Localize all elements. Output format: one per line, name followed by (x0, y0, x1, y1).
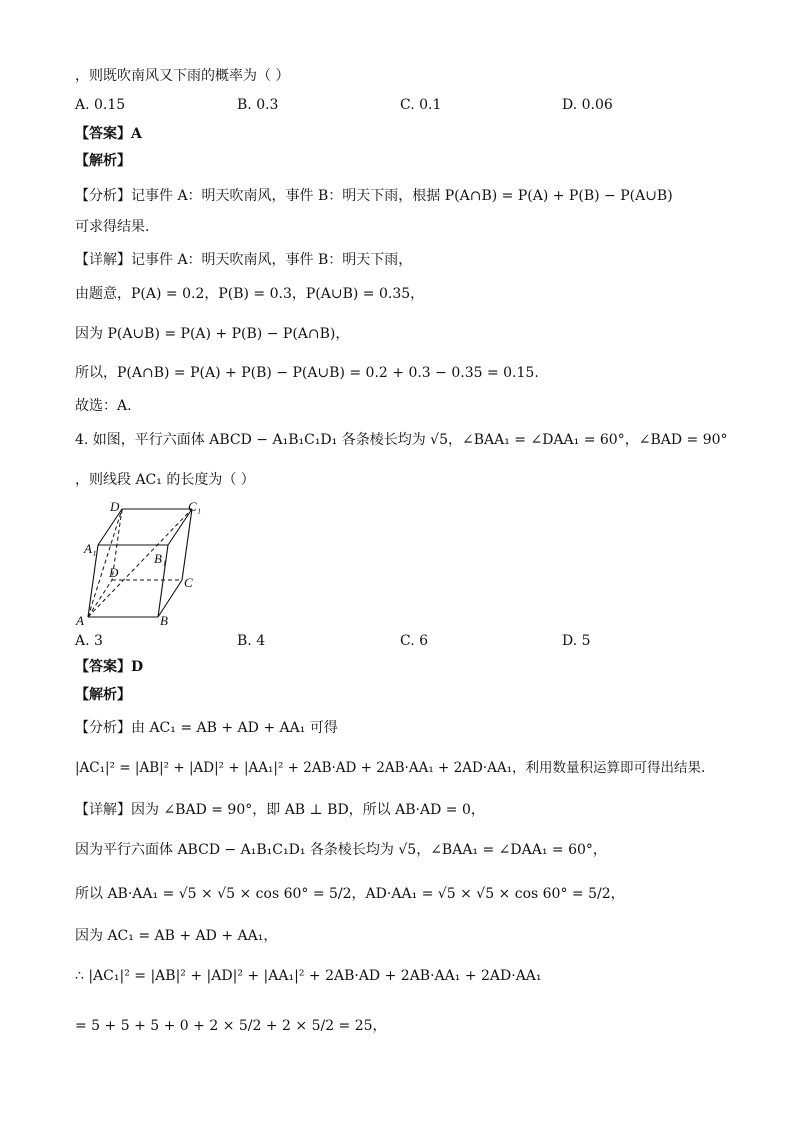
parallelepiped-figure (72, 497, 212, 629)
q3-fenxi-1: 【分析】记事件 A：明天吹南风，事件 B：明天下雨，根据 P(A∩B) = P(A) + P(B) − P(A∪B) (75, 188, 673, 204)
label-d: D (109, 565, 119, 580)
label-b1: B₁ (154, 551, 167, 566)
q4-analysis-label: 【解析】 (75, 687, 131, 703)
q4-fenxi-1: 【分析】由 AC₁ = AB + AD + AA₁ 可得 (75, 720, 338, 736)
q4-detail-4: 因为 AC₁ = AB + AD + AA₁， (75, 928, 278, 944)
q3-stem-tail: ，则既吹南风又下雨的概率为（ ） (75, 68, 290, 84)
label-c: C (184, 575, 193, 590)
q3-option-b: B. 0.3 (237, 97, 279, 113)
q3-option-d: D. 0.06 (562, 97, 613, 113)
q4-detail-2: 因为平行六面体 ABCD − A₁B₁C₁D₁ 各条棱长均为 √5，∠BAA₁ = ∠DAA₁ = 60°， (75, 842, 607, 858)
q3-option-c: C. 0.1 (400, 97, 442, 113)
label-c1: C₁ (188, 499, 202, 514)
q4-detail-5: ∴ |AC₁|² = |AB|² + |AD|² + |AA₁|² + 2AB·AD + 2AB·AA₁ + 2AD·AA₁ (75, 968, 542, 984)
q4-detail-1: 【详解】因为 ∠BAD = 90°，即 AB ⊥ BD，所以 AB·AD = 0， (75, 802, 485, 818)
q4-detail-6: = 5 + 5 + 5 + 0 + 2 × 5/2 + 2 × 5/2 = 25， (75, 1018, 387, 1034)
q4-option-b: B. 4 (237, 633, 266, 649)
q3-answer: 【答案】A (75, 126, 142, 142)
q4-stem-2: ，则线段 AC₁ 的长度为（ ） (75, 472, 255, 488)
q4-fenxi-2: |AC₁|² = |AB|² + |AD|² + |AA₁|² + 2AB·AD + 2AB·AA₁ + 2AD·AA₁，利用数量积运算即可得出结果. (75, 760, 706, 776)
label-a1: A₁ (84, 541, 97, 556)
q4-option-d: D. 5 (562, 633, 591, 649)
q3-fenxi-2: 可求得结果. (75, 219, 150, 235)
q3-choose: 故选：A. (75, 398, 132, 414)
q4-answer: 【答案】D (75, 659, 144, 675)
q3-detail-2: 由题意，P(A) = 0.2，P(B) = 0.3，P(A∪B) = 0.35， (75, 286, 425, 302)
label-b: B (160, 613, 168, 628)
q4-option-c: C. 6 (400, 633, 429, 649)
q3-analysis-label: 【解析】 (75, 153, 131, 169)
q3-detail-4: 所以，P(A∩B) = P(A) + P(B) − P(A∪B) = 0.2 + 0.3 − 0.35 = 0.15. (75, 365, 539, 381)
q3-option-a: A. 0.15 (75, 97, 126, 113)
label-d1: D₁ (110, 499, 124, 514)
q4-detail-3: 所以 AB·AA₁ = √5 × √5 × cos 60° = 5/2，AD·AA₁ = √5 × √5 × cos 60° = 5/2， (75, 886, 625, 902)
q4-option-a: A. 3 (75, 633, 103, 649)
q3-detail-3: 因为 P(A∪B) = P(A) + P(B) − P(A∩B)， (75, 326, 350, 342)
q3-detail-1: 【详解】记事件 A：明天吹南风，事件 B：明天下雨， (75, 252, 413, 268)
label-a: A (76, 613, 84, 628)
q4-stem-1: 4. 如图，平行六面体 ABCD − A₁B₁C₁D₁ 各条棱长均为 √5，∠BAA₁ = ∠DAA₁ = 60°，∠BAD = 90° (75, 432, 728, 448)
